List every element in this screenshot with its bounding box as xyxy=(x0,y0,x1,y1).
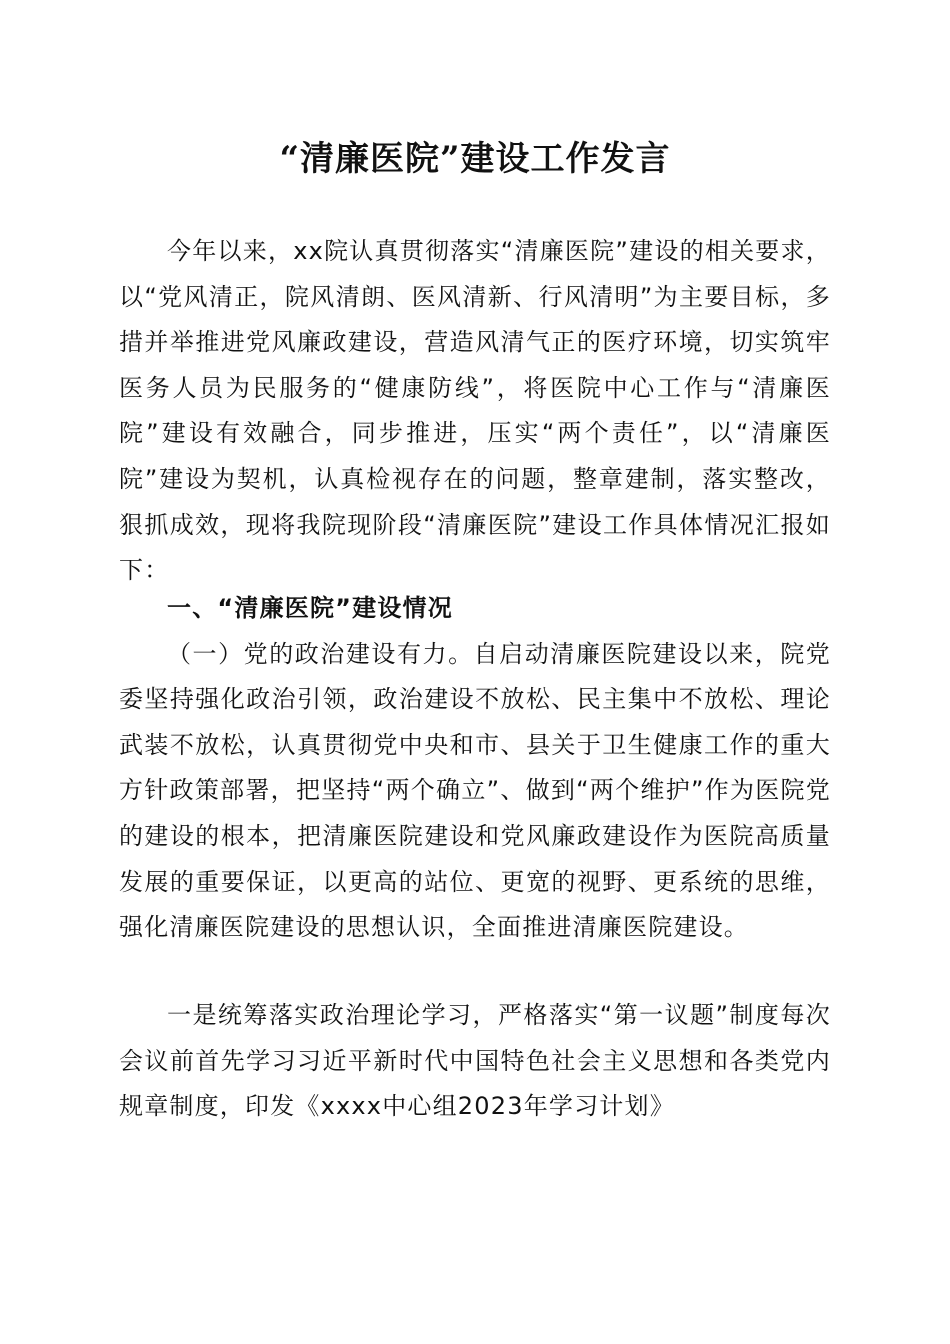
section-one xyxy=(119,586,831,951)
subsection-one-lead: （一）党的政治建设有力。 xyxy=(167,639,474,668)
point-one-paragraph: 一是统筹落实政治理论学习，严格落实“第一议题”制度每次会议前首先学习习近平新时代中国特色社会主义思想和各类党内规章制度，印发《xxxx中心组2023年学习计划》 xyxy=(119,1001,831,1121)
document-title: “清廉医院”建设工作发言 xyxy=(279,139,671,179)
subsection-one-paragraph xyxy=(119,632,831,951)
subsection-one-text: 自启动清廉医院建设以来，院党委坚持强化政治引领，政治建设不放松、民主集中不放松、理论武装不放松，认真贯彻党中央和市、县关于卫生健康工作的重大方针政策部署，把坚持“两个确立”、做到“两个维护”作为医院党的建设的根本，把清廉医院建设和党风廉政建设作为医院高质量发展的重要保证，以更高的站位、更宽的视野、更系统的思维，强化清廉医院建设的思想认识，全面推进清廉医院建设。 xyxy=(119,639,831,942)
section-one-heading: 一、“清廉医院”建设情况 xyxy=(167,594,453,622)
point-one-block xyxy=(119,993,831,1130)
intro-paragraph: 今年以来，xx院认真贯彻落实“清廉医院”建设的相关要求，以“党风清正，院风清朗、医风清新、行风清明”为主要目标，多措并举推进党风廉政建设，营造风清气正的医疗环境，切实筑牢医务人员为民服务的“健康防线”，将医院中心工作与“清廉医院”建设有效融合，同步推进，压实“两个责任”，以“清廉医院”建设为契机，认真检视存在的问题，整章建制，落实整改，狠抓成效，现将我院现阶段“清廉医院”建设工作具体情况汇报如下： xyxy=(119,237,831,585)
intro-block xyxy=(119,229,831,594)
